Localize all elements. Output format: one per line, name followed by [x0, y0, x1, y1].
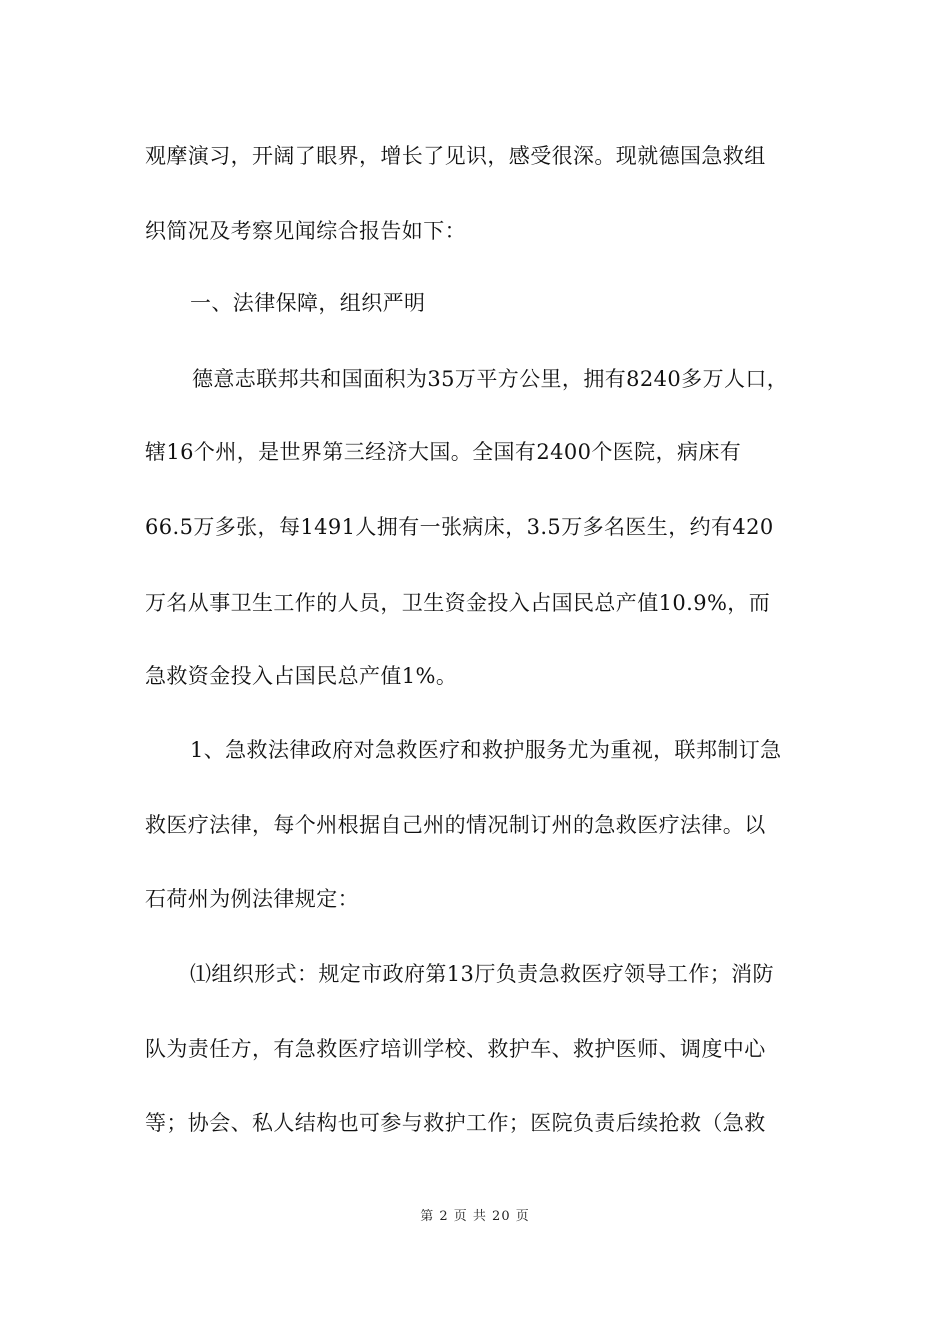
text-line: 急救资金投入占国民总产值1%。	[145, 664, 458, 688]
text-line: 织简况及考察见闻综合报告如下：	[145, 219, 466, 243]
text-line: 队为责任方，有急救医疗培训学校、救护车、救护医师、调度中心	[145, 1037, 766, 1061]
text-line: 观摩演习，开阔了眼界，增长了见识，感受很深。现就德国急救组	[145, 144, 766, 168]
text-line: 万名从事卫生工作的人员，卫生资金投入占国民总产值10.9%，而	[145, 591, 771, 615]
text-line: 1、急救法律政府对急救医疗和救护服务尤为重视，联邦制订急	[190, 738, 782, 762]
text-line: 等；协会、私人结构也可参与救护工作；医院负责后续抢救（急救	[145, 1111, 766, 1135]
page-footer: 第 2 页 共 20 页	[420, 1209, 530, 1224]
text-line: 66.5万多张，每1491人拥有一张病床，3.5万多名医生，约有420	[145, 515, 774, 539]
text-line: 辖16个州，是世界第三经济大国。全国有2400个医院，病床有	[145, 440, 742, 464]
text-line: 石荷州为例法律规定：	[145, 887, 359, 911]
text-line: ⑴组织形式：规定市政府第13厅负责急救医疗领导工作；消防	[190, 962, 774, 986]
text-line: 德意志联邦共和国面积为35万平方公里，拥有8240多万人口，	[192, 367, 789, 391]
text-line: 救医疗法律，每个州根据自己州的情况制订州的急救医疗法律。以	[145, 813, 766, 837]
section-heading: 一、法律保障，组织严明	[190, 291, 426, 315]
